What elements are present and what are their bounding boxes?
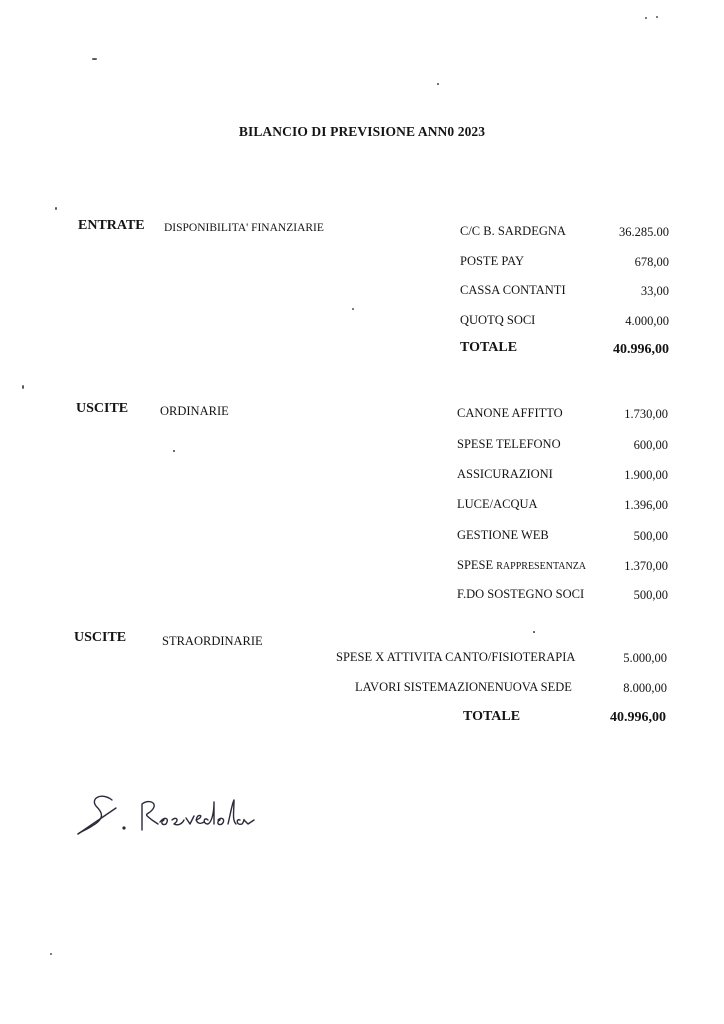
entrate-row-value: 678,00	[634, 255, 669, 269]
entrate-row-label: QUOTQ SOCI	[460, 313, 536, 327]
scan-speck	[352, 308, 354, 310]
uscite-row-label: ASSICURAZIONI	[457, 467, 553, 481]
entrate-row-label: CASSA CONTANTI	[460, 283, 566, 297]
scan-speck	[22, 385, 24, 389]
uscite-row-label: SPESE TELEFONO	[457, 437, 561, 451]
uscite-total-label: TOTALE	[463, 709, 521, 724]
uscite-straordinarie-row-label: SPESE X ATTIVITA CANTO/FISIOTERAPIA	[336, 650, 576, 664]
scan-speck	[645, 17, 647, 19]
uscite-row-label-main: SPESE	[457, 558, 494, 572]
scan-speck	[656, 16, 658, 18]
entrate-total-label: TOTALE	[460, 340, 518, 355]
scan-speck	[92, 58, 97, 60]
uscite-straordinarie-row-label: LAVORI SISTEMAZIONENUOVA SEDE	[355, 680, 572, 694]
uscite-row-label: LUCE/ACQUA	[457, 497, 538, 511]
entrate-row-label: POSTE PAY	[460, 254, 525, 268]
uscite-row-label: F.DO SOSTEGNO SOCI	[457, 587, 585, 601]
document-title: BILANCIO DI PREVISIONE ANN0 2023	[238, 124, 486, 139]
uscite-total-value: 40.996,00	[610, 710, 666, 725]
uscite-row-value: 600,00	[633, 438, 668, 452]
entrate-row-value: 4.000,00	[625, 314, 669, 328]
uscite-ordinarie-heading: USCITE	[76, 401, 129, 416]
scan-speck	[55, 207, 57, 210]
entrate-category: DISPONIBILITA' FINANZIARIE	[164, 222, 324, 234]
uscite-row-value: 1.900,00	[624, 468, 668, 482]
entrate-row-label: C/C B. SARDEGNA	[460, 224, 566, 238]
uscite-straordinarie-heading: USCITE	[74, 630, 127, 645]
handwritten-signature	[72, 790, 272, 840]
uscite-row-label: GESTIONE WEB	[457, 528, 549, 542]
uscite-row-value: 500,00	[633, 529, 668, 543]
uscite-row-label-small: RAPPRESENTANZA	[496, 561, 587, 572]
uscite-straordinarie-row-value: 5.000,00	[623, 651, 667, 665]
scan-speck	[50, 953, 52, 955]
uscite-row-value: 1.730,00	[624, 407, 668, 421]
uscite-straordinarie-row-value: 8.000,00	[623, 681, 667, 695]
entrate-row-value: 36.285.00	[619, 225, 669, 239]
uscite-row-value: 500,00	[633, 588, 668, 602]
entrate-heading: ENTRATE	[78, 218, 145, 233]
entrate-row-value: 33,00	[640, 284, 669, 298]
entrate-total-value: 40.996,00	[613, 342, 669, 357]
scan-speck	[437, 83, 439, 85]
scan-speck	[173, 450, 175, 452]
uscite-row-label	[457, 558, 586, 574]
uscite-straordinarie-category: STRAORDINARIE	[162, 634, 263, 648]
uscite-row-label: CANONE AFFITTO	[457, 406, 563, 420]
uscite-ordinarie-category: ORDINARIE	[160, 404, 229, 418]
uscite-row-value: 1.396,00	[624, 498, 668, 512]
uscite-row-value: 1.370,00	[624, 559, 668, 573]
scan-speck	[533, 631, 535, 633]
